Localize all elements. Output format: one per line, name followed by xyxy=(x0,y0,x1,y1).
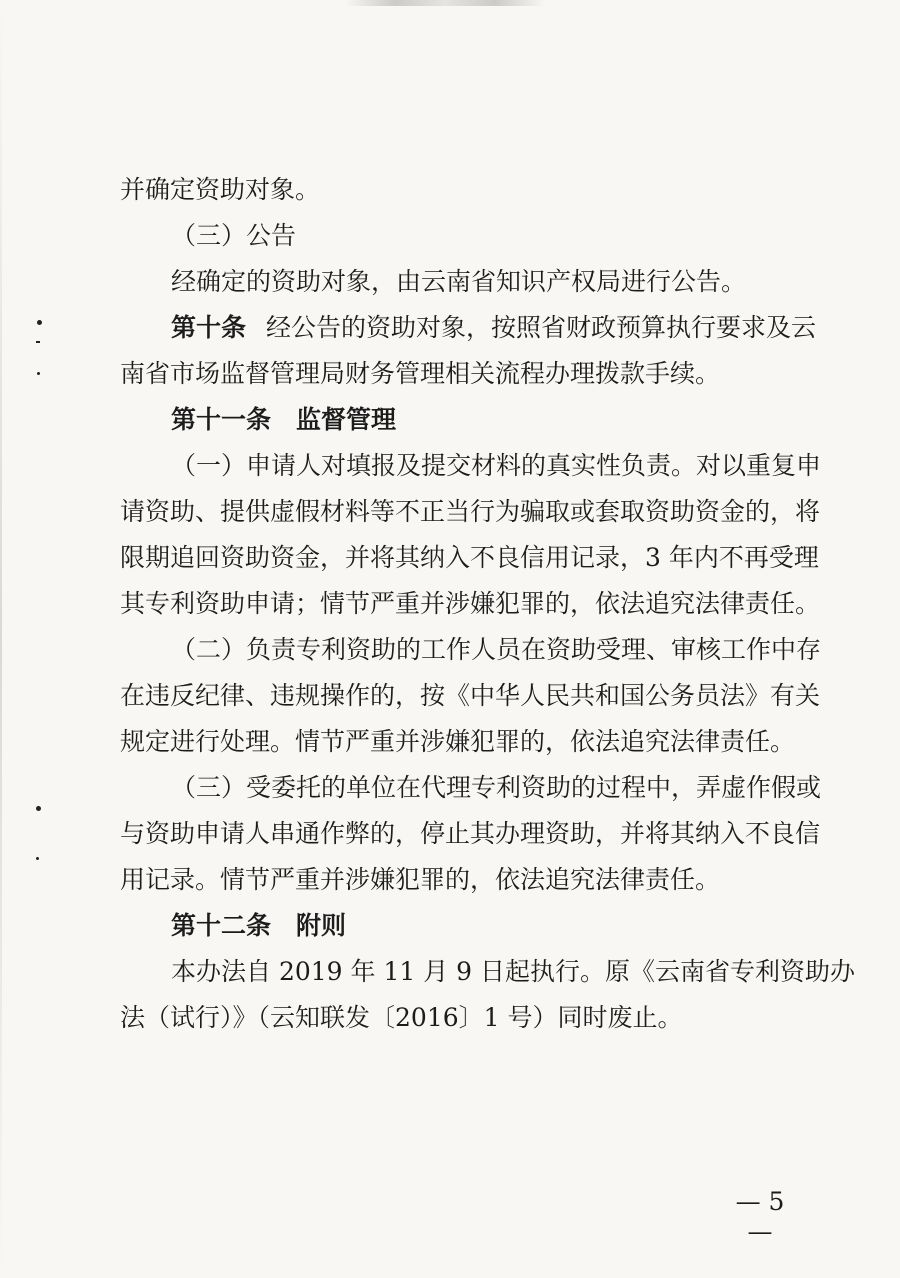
binding-mark xyxy=(36,341,40,343)
text-line: （三）受委托的单位在代理专利资助的过程中，弄虚作假或 xyxy=(171,773,822,802)
text-line: （二）负责专利资助的工作人员在资助受理、审核工作中存 xyxy=(171,635,822,664)
text-line: （一）申请人对填报及提交材料的真实性负责。对以重复申 xyxy=(171,451,822,480)
scan-artifact-top xyxy=(345,0,545,6)
text-line: 请资助、提供虚假材料等不正当行为骗取或套取资助资金的，将 xyxy=(120,497,821,526)
text-line: 用记录。情节严重并涉嫌犯罪的，依法追究法律责任。 xyxy=(120,865,721,894)
text-line: 限期追回资助资金，并将其纳入不良信用记录，3 年内不再受理 xyxy=(120,543,819,572)
text-line: 与资助申请人串通作弊的，停止其办理资助，并将其纳入不良信 xyxy=(120,819,821,848)
text-line: 在违反纪律、违规操作的，按《中华人民共和国公务员法》有关 xyxy=(120,681,821,710)
article-heading: 第十一条 监督管理 xyxy=(171,405,397,434)
text-line: 法（试行）》（云知联发〔2016〕1 号）同时废止。 xyxy=(120,1003,683,1032)
section-subheading: （三）公告 xyxy=(171,221,297,250)
text-line: 经确定的资助对象，由云南省知识产权局进行公告。 xyxy=(171,267,747,296)
article-ten-line xyxy=(171,313,817,343)
text-line: 其专利资助申请；情节严重并涉嫌犯罪的，依法追究法律责任。 xyxy=(120,589,821,618)
article-heading: 第十条 xyxy=(171,313,247,342)
text-line: 南省市场监督管理局财务管理相关流程办理拨款手续。 xyxy=(120,359,721,388)
binding-mark xyxy=(36,806,41,811)
scan-artifact-left-edge xyxy=(0,0,2,1278)
page-number: — 5 — xyxy=(735,1187,785,1246)
binding-mark xyxy=(37,372,40,375)
binding-mark xyxy=(37,320,42,325)
article-heading: 第十二条 附则 xyxy=(171,911,347,940)
text-line: 经公告的资助对象，按照省财政预算执行要求及云 xyxy=(266,313,817,342)
text-line: 规定进行处理。情节严重并涉嫌犯罪的，依法追究法律责任。 xyxy=(120,727,796,756)
text-line: 并确定资助对象。 xyxy=(120,175,321,204)
text-line: 本办法自 2019 年 11 月 9 日起执行。原《云南省专利资助办 xyxy=(171,957,856,986)
binding-mark xyxy=(36,857,39,860)
